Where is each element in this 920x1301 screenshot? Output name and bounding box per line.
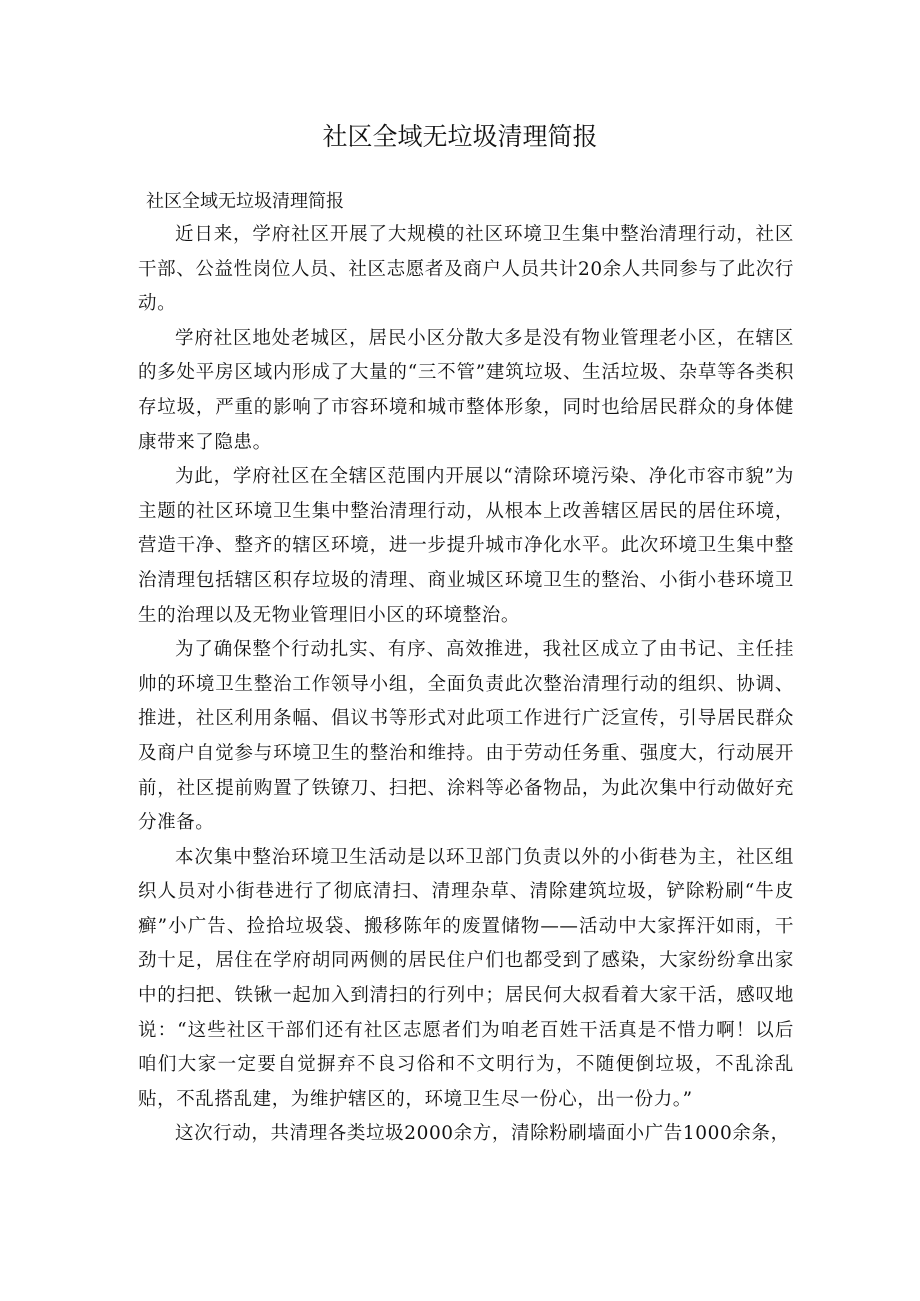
- document-body: [138, 186, 794, 1152]
- paragraph: 学府社区地处老城区，居民小区分散大多是没有物业管理老小区，在辖区的多处平房区域内形成了大量的“三不管”建筑垃圾、生活垃圾、杂草等各类积存垃圾，严重的影响了市容环境和城市整体形象，同时也给居民群众的身体健康带来了隐患。: [138, 327, 794, 453]
- paragraph: 为了确保整个行动扎实、有序、高效推进，我社区成立了由书记、主任挂帅的环境卫生整治工作领导小组，全面负责此次整治清理行动的组织、协调、推进，社区利用条幅、倡议书等形式对此项工作进行广泛宣传，引导居民群众及商户自觉参与环境卫生的整治和维持。由于劳动任务重、强度大，行动展开前，社区提前购置了铁镣刀、扫把、涂料等必备物品，为此次集中行动做好充分准备。: [138, 639, 794, 834]
- document-title: 社区全域无垃圾清理简报: [322, 122, 598, 151]
- paragraph: 这次行动，共清理各类垃圾2000余方，清除粉刷墙面小广告1000余条，: [175, 1123, 790, 1145]
- document-subtitle: 社区全域无垃圾清理简报: [146, 191, 344, 212]
- paragraph: 为此，学府社区在全辖区范围内开展以“清除环境污染、净化市容市貌”为主题的社区环境卫生集中整治清理行动，从根本上改善辖区居民的居住环境，营造干净、整齐的辖区环境，进一步提升城市净化水平。此次环境卫生集中整治清理包括辖区积存垃圾的清理、商业城区环境卫生的整治、小街小巷环境卫生的治理以及无物业管理旧小区的环境整治。: [138, 466, 794, 626]
- paragraph: 近日来，学府社区开展了大规模的社区环境卫生集中整治清理行动，社区干部、公益性岗位人员、社区志愿者及商户人员共计20余人共同参与了此次行动。: [138, 224, 794, 315]
- paragraph: 本次集中整治环境卫生活动是以环卫部门负责以外的小街巷为主，社区组织人员对小街巷进行了彻底清扫、清理杂草、清除建筑垃圾，铲除粉刷“牛皮癣”小广告、捡拾垃圾袋、搬移陈年的废置储物——活动中大家挥汗如雨，干劲十足，居住在学府胡同两侧的居民住户们也都受到了感染，大家纷纷拿出家中的扫把、铁锹一起加入到清扫的行列中；居民何大叔看着大家干活，感叹地说：“这些社区干部们还有社区志愿者们为咱老百姓干活真是不惜力啊！以后咱们大家一定要自觉摒弃不良习俗和不文明行为，不随便倒垃圾，不乱涂乱贴，不乱搭乱建，为维护辖区的，环境卫生尽一份心，出一份力。”: [138, 846, 794, 1110]
